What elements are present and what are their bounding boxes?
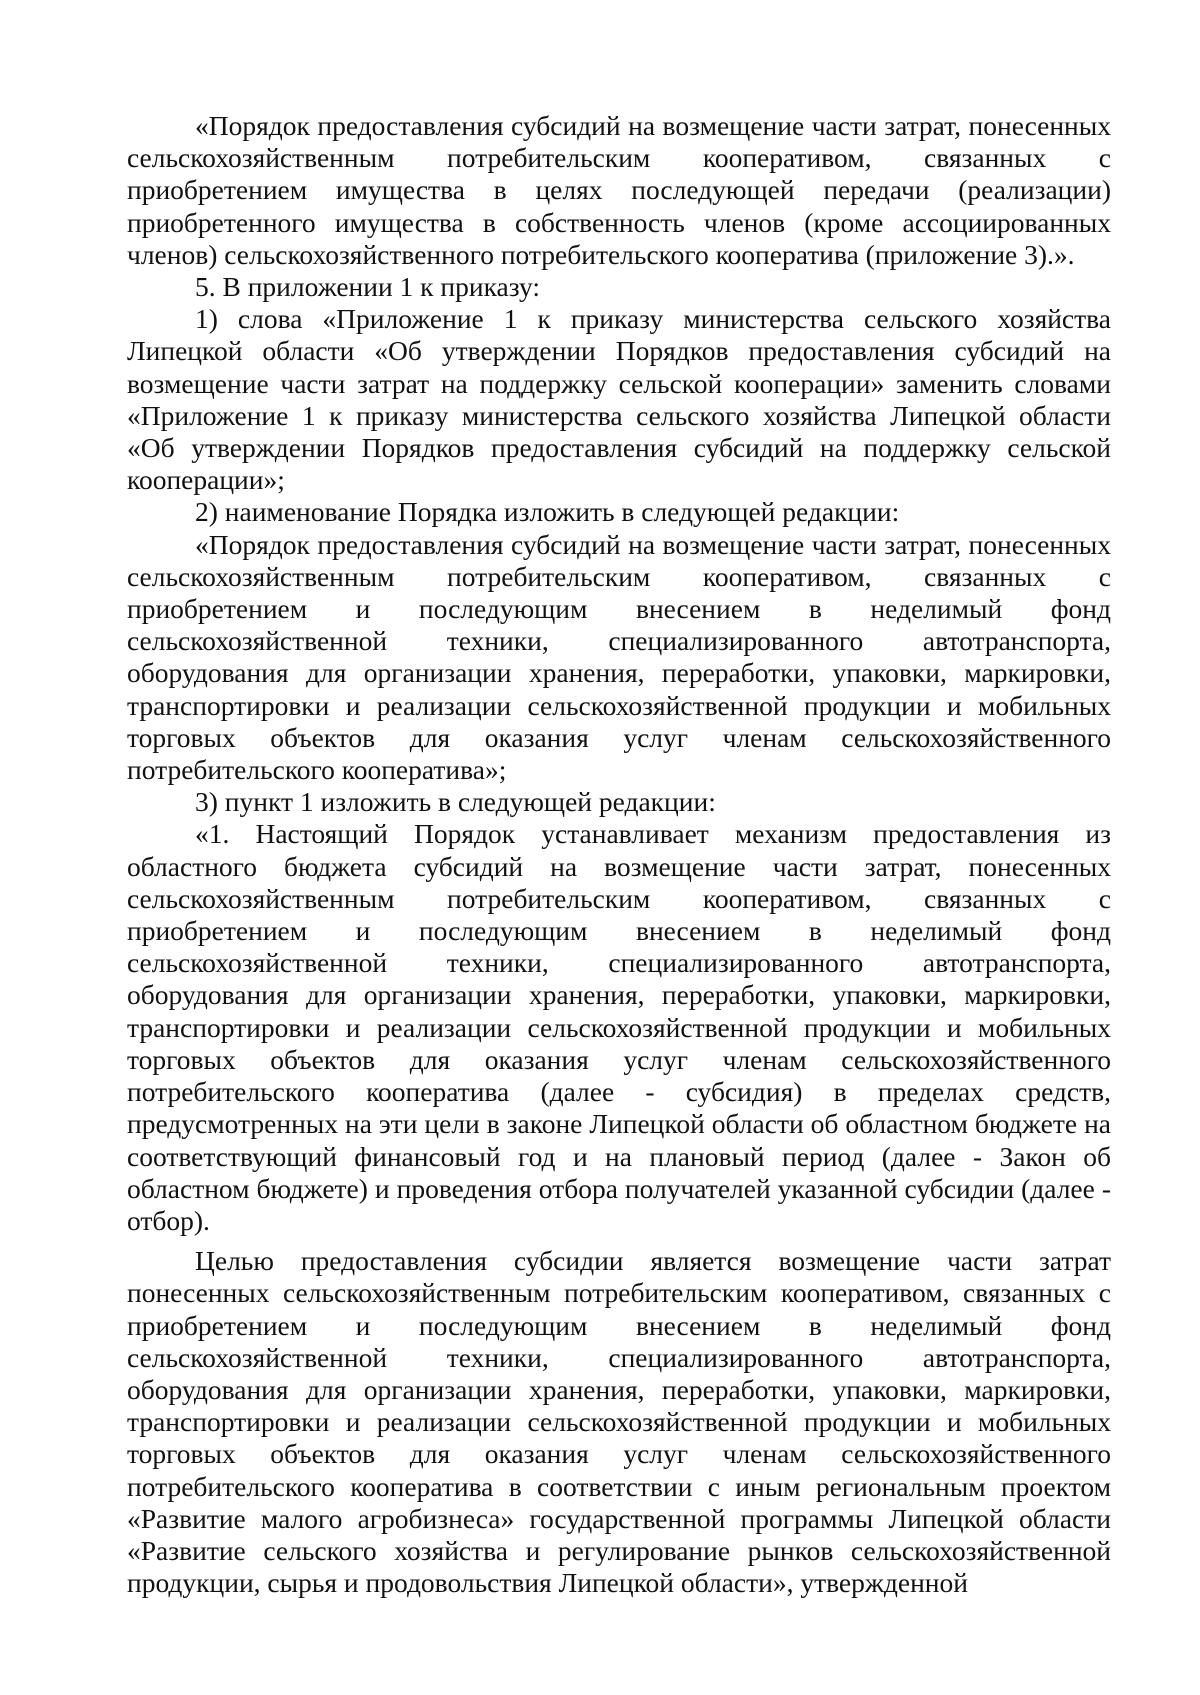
paragraph-subitem-1: 1) слова «Приложение 1 к приказу министерства сельского хозяйства Липецкой области «Об утверждении Порядков предоставления субсидий на возмещение части затрат на поддержку сельской кооперации» заменить словами «Приложение 1 к приказу министерства сельского хозяйства Липецкой области «Об утверждении Порядков предоставления субсидий на поддержку сельской кооперации»; <box>127 303 1111 496</box>
paragraph-item-5: 5. В приложении 1 к приказу: <box>195 271 541 303</box>
paragraph-subitem-3: 3) пункт 1 изложить в следующей редакции: <box>195 786 716 818</box>
paragraph-point-1: «1. Настоящий Порядок устанавливает механизм предоставления из областного бюджета субсидий на возмещение части затрат, понесенных сельскохозяйственным потребительским кооперативом, связанных с приобретением и последующим внесением в неделимый фонд сельскохозяйственной техники, специализированного автотранспорта, оборудования для организации хранения, переработки, упаковки, маркировки, транспортировки и реализации сельскохозяйственной продукции и мобильных торговых объектов для оказания услуг членам сельскохозяйственного потребительского кооператива (далее - субсидия) в пределах средств, предусмотренных на эти цели в законе Липецкой области об областном бюджете на соответствующий финансовый год и на плановый период (далее - Закон об областном бюджете) и проведения отбора получателей указанной субсидии (далее - отбор). <box>127 818 1111 1236</box>
paragraph-order-title-appendix-3: «Порядок предоставления субсидий на возмещение части затрат, понесенных сельскохозяйственным потребительским кооперативом, связанных с приобретением имущества в целях последующей передачи (реализации) приобретенного имущества в собственность членов (кроме ассоциированных членов) сельскохозяйственного потребительского кооператива (приложение 3).». <box>127 110 1111 270</box>
paragraph-subsidy-purpose: Целью предоставления субсидии является возмещение части затрат понесенных сельскохозяйственным потребительским кооперативом, связанных с приобретением и последующим внесением в неделимый фонд сельскохозяйственной техники, специализированного автотранспорта, оборудования для организации хранения, переработки, упаковки, маркировки, транспортировки и реализации сельскохозяйственной продукции и мобильных торговых объектов для оказания услуг членам сельскохозяйственного потребительского кооператива в соответствии с иным региональным проектом «Развитие малого агробизнеса» государственной программы Липецкой области «Развитие сельского хозяйства и регулирование рынков сельскохозяйственной продукции, сырья и продовольствия Липецкой области», утвержденной <box>127 1245 1111 1599</box>
paragraph-subitem-2: 2) наименование Порядка изложить в следующей редакции: <box>195 496 900 528</box>
document-page <box>127 110 1111 1599</box>
paragraph-order-name: «Порядок предоставления субсидий на возмещение части затрат, понесенных сельскохозяйственным потребительским кооперативом, связанных с приобретением и последующим внесением в неделимый фонд сельскохозяйственной техники, специализированного автотранспорта, оборудования для организации хранения, переработки, упаковки, маркировки, транспортировки и реализации сельскохозяйственной продукции и мобильных торговых объектов для оказания услуг членам сельскохозяйственного потребительского кооператива»; <box>127 528 1111 786</box>
